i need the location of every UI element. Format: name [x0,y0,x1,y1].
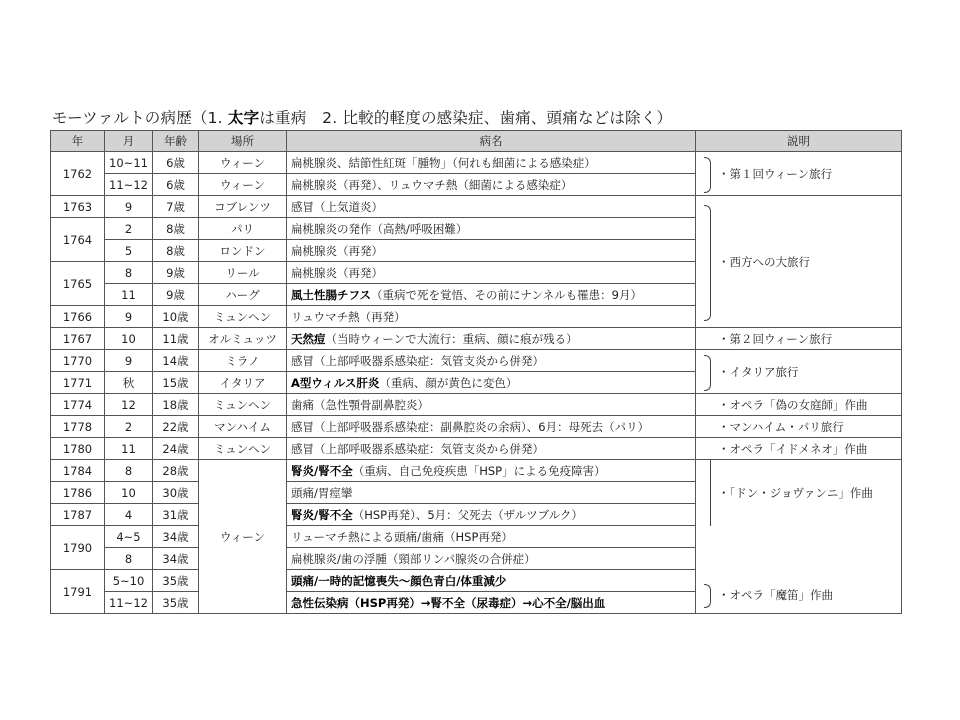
age-cell: 30歳 [153,482,199,504]
age-cell: 24歳 [153,438,199,460]
explanation-cell: ・「ドン・ジョヴァンニ」作曲 [696,460,902,526]
month-cell: 4~5 [105,526,153,548]
year-cell: 1780 [51,438,105,460]
header-month: 月 [105,131,153,152]
age-cell: 34歳 [153,526,199,548]
year-cell: 1762 [51,152,105,196]
year-cell: 1771 [51,372,105,394]
age-cell: 18歳 [153,394,199,416]
explanation-cell: ・オペラ「偽の女庭師」作曲 [696,394,902,416]
place-cell: パリ [199,218,287,240]
age-cell: 9歳 [153,284,199,306]
illness-cell: 感冒（上気道炎） [287,196,696,218]
table-header-row [51,131,902,152]
month-cell: 9 [105,306,153,328]
month-cell: 5 [105,240,153,262]
month-cell: 秋 [105,372,153,394]
illness-cell: 感冒（上部呼吸器系感染症：気管支炎から併発） [287,350,696,372]
month-cell: 5~10 [105,570,153,592]
explanation-cell: ・第１回ウィーン旅行 [696,152,902,196]
year-cell: 1790 [51,526,105,570]
place-cell: ウィーン [199,152,287,174]
month-cell: 8 [105,460,153,482]
age-cell: 7歳 [153,196,199,218]
illness-cell: 扁桃腺炎の発作（高熱/呼吸困難） [287,218,696,240]
place-cell: イタリア [199,372,287,394]
header-year: 年 [51,131,105,152]
month-cell: 10 [105,328,153,350]
illness-cell: 急性伝染病（HSP再発）→腎不全（尿毒症）→心不全/脳出血 [287,592,696,614]
age-cell: 31歳 [153,504,199,526]
place-cell: マンハイム [199,416,287,438]
table-row [51,152,902,174]
illness-cell: 歯痛（急性顎骨副鼻腔炎） [287,394,696,416]
age-cell: 11歳 [153,328,199,350]
place-cell: ウィーン [199,174,287,196]
month-cell: 9 [105,350,153,372]
illness-cell: 風土性腸チフス（重病で死を覚悟、その前にナンネルも罹患：9月） [287,284,696,306]
header-explanation: 説明 [696,131,902,152]
month-cell: 4 [105,504,153,526]
month-cell: 2 [105,218,153,240]
age-cell: 28歳 [153,460,199,482]
year-cell: 1763 [51,196,105,218]
illness-cell: リューマチ熱による頭痛/歯痛（HSP再発） [287,526,696,548]
month-cell: 10~11 [105,152,153,174]
age-cell: 8歳 [153,218,199,240]
illness-table [50,130,902,614]
table-row [51,350,902,372]
illness-cell: 頭痛/胃痙攣 [287,482,696,504]
illness-cell: 扁桃腺炎、結節性紅斑「腫物」（何れも細菌による感染症） [287,152,696,174]
month-cell: 11 [105,438,153,460]
explanation-cell: ・オペラ「イドメネオ」作曲 [696,438,902,460]
age-cell: 9歳 [153,262,199,284]
month-cell: 12 [105,394,153,416]
place-cell: オルミュッツ [199,328,287,350]
illness-cell: リュウマチ熱（再発） [287,306,696,328]
place-cell: ミュンヘン [199,306,287,328]
month-cell: 8 [105,548,153,570]
explanation-cell: ・第２回ウィーン旅行 [696,328,902,350]
place-cell: ウィーン [199,460,287,614]
explanation-cell: ・イタリア旅行 [696,350,902,394]
illness-cell: 扁桃腺炎（再発） [287,262,696,284]
age-cell: 8歳 [153,240,199,262]
table-row [51,196,902,218]
year-cell: 1774 [51,394,105,416]
place-cell: ハーグ [199,284,287,306]
illness-cell: 腎炎/腎不全（重病、自己免疫疾患「HSP」による免疫障害） [287,460,696,482]
illness-cell: 扁桃腺炎/歯の浮腫（頸部リンパ腺炎の合併症） [287,548,696,570]
explanation-cell: ・オペラ「魔笛」作曲 [696,526,902,614]
explanation-cell: ・西方への大旅行 [696,196,902,328]
age-cell: 34歳 [153,548,199,570]
table-row [51,460,902,482]
month-cell: 11~12 [105,592,153,614]
illness-cell: 頭痛/一時的記憶喪失～顔色青白/体重減少 [287,570,696,592]
illness-cell: 感冒（上部呼吸器系感染症：副鼻腔炎の余病）、6月：母死去（パリ） [287,416,696,438]
year-cell: 1767 [51,328,105,350]
age-cell: 35歳 [153,570,199,592]
place-cell: ミュンヘン [199,438,287,460]
header-place: 場所 [199,131,287,152]
illness-cell: 腎炎/腎不全（HSP再発）、5月：父死去（ザルツブルク） [287,504,696,526]
table-row [51,328,902,350]
place-cell: コブレンツ [199,196,287,218]
table-row [51,416,902,438]
age-cell: 14歳 [153,350,199,372]
month-cell: 9 [105,196,153,218]
age-cell: 35歳 [153,592,199,614]
place-cell: ロンドン [199,240,287,262]
table-row [51,526,902,548]
month-cell: 11 [105,284,153,306]
year-cell: 1766 [51,306,105,328]
year-cell: 1786 [51,482,105,504]
year-cell: 1770 [51,350,105,372]
page-title: モーツァルトの病歴（1. 太字は重病 2. 比較的軽度の感染症、歯痛、頭痛などは除く） [52,109,673,127]
illness-cell: 天然痘（当時ウィーンで大流行：重病、顔に痕が残る） [287,328,696,350]
place-cell: ミュンヘン [199,394,287,416]
month-cell: 8 [105,262,153,284]
place-cell: リール [199,262,287,284]
year-cell: 1791 [51,570,105,614]
year-cell: 1764 [51,218,105,262]
explanation-cell: ・マンハイム・パリ旅行 [696,416,902,438]
age-cell: 15歳 [153,372,199,394]
age-cell: 6歳 [153,152,199,174]
month-cell: 11~12 [105,174,153,196]
place-cell: ミラノ [199,350,287,372]
age-cell: 22歳 [153,416,199,438]
year-cell: 1765 [51,262,105,306]
year-cell: 1778 [51,416,105,438]
illness-cell: 扁桃腺炎（再発） [287,240,696,262]
header-illness: 病名 [287,131,696,152]
illness-cell: A型ウィルス肝炎（重病、顔が黄色に変色） [287,372,696,394]
year-cell: 1784 [51,460,105,482]
month-cell: 2 [105,416,153,438]
table-row [51,438,902,460]
year-cell: 1787 [51,504,105,526]
month-cell: 10 [105,482,153,504]
age-cell: 6歳 [153,174,199,196]
illness-cell: 感冒（上部呼吸器系感染症：気管支炎から併発） [287,438,696,460]
illness-cell: 扁桃腺炎（再発）、リュウマチ熱（細菌による感染症） [287,174,696,196]
header-age: 年齢 [153,131,199,152]
table-row [51,394,902,416]
age-cell: 10歳 [153,306,199,328]
